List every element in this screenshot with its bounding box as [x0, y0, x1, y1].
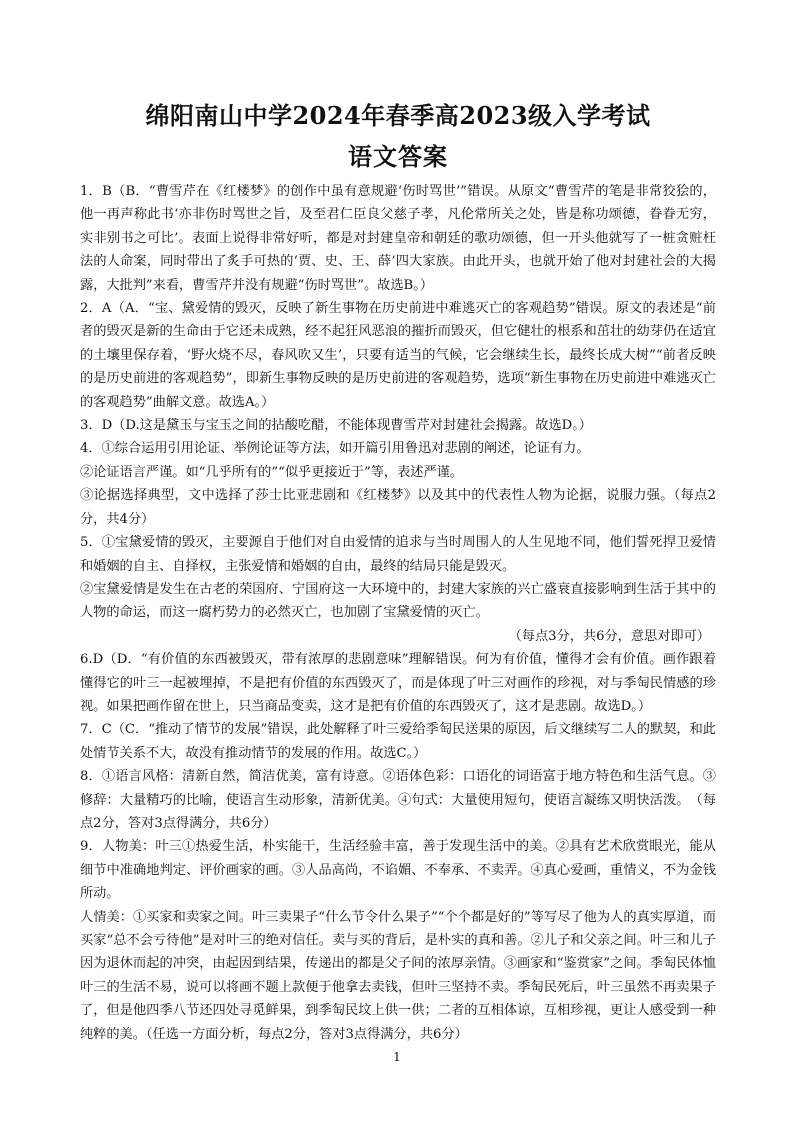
answer-paragraph-q4-point1: 4．①综合运用引用论证、举例论证等方法，如开篇引用鲁迅对悲剧的阐述，论证有力。	[80, 441, 590, 457]
document-title: 绵阳南山中学2024年春季高2023级入学考试	[145, 101, 651, 130]
answer-paragraph-q6: 6.D（D．“有价值的东西被毁灭，带有浓厚的悲剧意味”理解错误。何为有价值，懂得才会有价值。画作跟着懂得它的叶三一起被埋掉，不是把有价值的东西毁灭了，而是体现了叶三对画作的珍视，对与季匋民情感的珍视。如果把画作留在世上，只当商品变卖，这才是把有价值的东西毁灭了，这才是悲剧。故选D。）	[80, 652, 716, 714]
answer-paragraph-q7: 7．C（C．“推动了情节的发展”错误，此处解释了叶三爱给季匋民送果的原因，后文继续写二人的默契，和此处情节关系不大，故没有推动情节的发展的作用。故选C。）	[80, 722, 716, 761]
answer-paragraph-q1: 1．B（B．“曹雪芹在《红楼梦》的创作中虽有意规避‘伤时骂世’”错误。从原文“曹雪芹的笔是非常狡狯的，他一再声称此书‘亦非伤时骂世之旨，及至君仁臣良父慈子孝，凡伦常所关之处，皆是称功颂德，眷眷无穷，实非别书之可比’。表面上说得非常好听，都是对封建皇帝和朝廷的歌功颂德，但一开头他就写了一桩贪赃枉法的人命案，同时带出了炙手可热的‘贾、史、王、薛’四大家族。由此开头，也就开始了他对封建社会的大揭露，大批判”来看，曹雪芹并没有规避“伤时骂世”。故选B。）	[80, 184, 716, 293]
answer-paragraph-q8: 8．①语言风格：清新自然，简洁优美，富有诗意。②语体色彩：口语化的词语富于地方特色和生活气息。③修辞：大量精巧的比喻，使语言生动形象，清新优美。④句式：大量使用短句，使语言凝练又明快活泼。 （每点2分，答对3点得满分，共6分）	[80, 769, 716, 831]
answer-paragraph-q4-point2: ②论证语言严谨。如“几乎所有的”“似乎更接近于”等，表述严谨。	[80, 464, 464, 480]
answer-paragraph-q3: 3．D（D.这是黛玉与宝玉之间的拈酸吃醋，不能体现曹雪芹对封建社会揭露。故选D。）	[80, 418, 592, 434]
answer-body	[80, 180, 716, 1046]
answer-paragraph-q9-relationship: 人情美：①买家和卖家之间。叶三卖果子“什么节令什么果子”“个个都是好的”等写尽了他为人的真实厚道，而买家“总不会亏待他”是对叶三的绝对信任。卖与买的背后，是朴实的真和善。②儿子和父亲之间。叶三和儿子因为退休而起的冲突，由起因到结果，传递出的都是父子间的浓厚亲情。③画家和“鉴赏家”之间。季匋民体恤叶三的生活不易，说可以将画不题上款便于他拿去卖钱，但叶三坚持不卖。季匋民死后，叶三虽然不再卖果子了，但是他四季八节还四处寻觅鲜果，到季匋民坟上供一供；二者的互相体谅，互相珍视，更让人感受到一种纯粹的美。（任选一方面分析，每点2分，答对3点得满分，共6分）	[80, 909, 716, 1042]
scoring-note-q5: （每点3分，共6分，意思对即可）	[508, 628, 710, 644]
answer-paragraph-q5-point1: 5．①宝黛爱情的毁灭，主要源自于他们对自由爱情的追求与当时周围人的人生见地不同，他们誓死捍卫爱情和婚姻的自主、自择权，主张爱情和婚姻的自由，最终的结局只能是毁灭。	[80, 535, 716, 574]
answer-paragraph-q4-point3: ③论据选择典型，文中选择了莎士比亚悲剧和《红楼梦》以及其中的代表性人物为论据，说服力强。（每点2分，共4分）	[80, 488, 716, 527]
answer-paragraph-q9-character: 9．人物美：叶三①热爱生活，朴实能干，生活经验丰富，善于发现生活中的美。②具有艺术欣赏眼光，能从细节中准确地判定、评价画家的画。③人品高尚，不谄媚、不奉承、不卖弄。④真心爱画，重情义，不为金钱所动。	[80, 839, 716, 902]
page-number: 1	[393, 1050, 401, 1064]
document-subtitle: 语文答案	[348, 142, 448, 171]
answer-paragraph-q2: 2．A（A．“宝、黛爱情的毁灭，反映了新生事物在历史前进中难逃灭亡的客观趋势”错误。原文的表述是“前者的毁灭是新的生命由于它还未成熟，经不起狂风恶浪的摧折而毁灭，但它健壮的根系和茁壮的幼芽仍在适宜的土壤里保存着，‘野火烧不尽，春风吹又生’，只要有适当的气候，它会继续生长，最终长成大树”“前者反映的是历史前进的客观趋势”，即新生事物反映的是历史前进的客观趋势，选项“新生事物在历史前进中难逃灭亡的客观趋势”曲解文意。故选A。）	[80, 301, 716, 410]
answer-paragraph-q5-point2: ②宝黛爱情是发生在古老的荣国府、宁国府这一大环境中的，封建大家族的兴亡盛衰直接影响到生活于其中的人物的命运，而这一腐朽势力的必然灭亡，也加剧了宝黛爱情的灭亡。	[80, 581, 716, 621]
